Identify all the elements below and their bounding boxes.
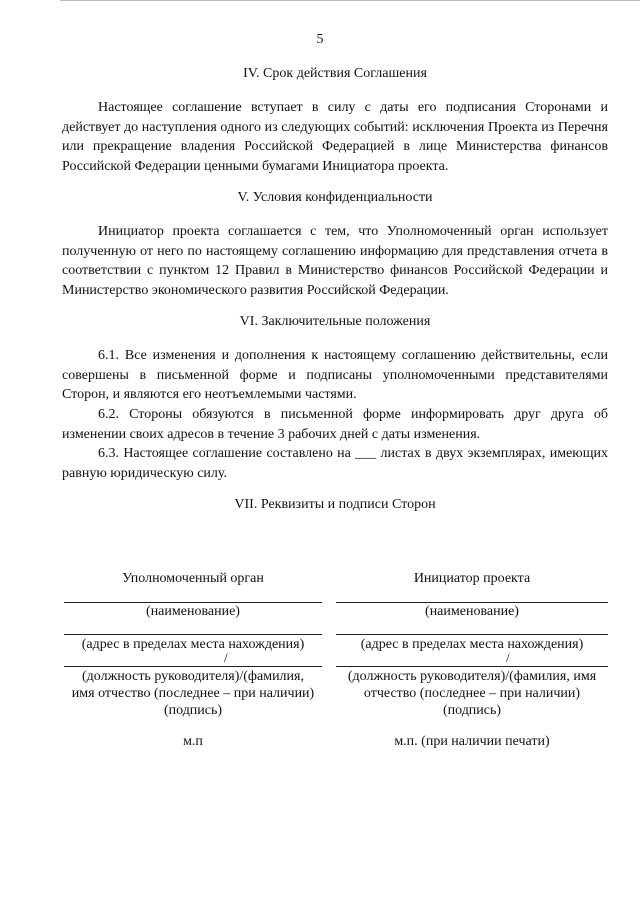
- left-party-title: Уполномоченный орган: [122, 571, 264, 586]
- section-6-paragraph-2: 6.2. Стороны обязуются в письменной форме информировать друг друга об изменении своих адресов в течение 3 рабочих дней с даты изменения.: [62, 407, 608, 442]
- right-address-caption: (адрес в пределах места нахождения): [360, 637, 584, 652]
- section-5-text: Инициатор проекта соглашается с тем, что Уполномоченный орган использует полученную от него по настоящему соглашению информацию для представления отчета в соответствии с пунктом 12 Правил в Министерство финансов Российской Федерации и Министерство экономического развития Российской Федерации.: [62, 224, 608, 298]
- left-signature-caption: (подпись): [163, 703, 223, 718]
- page-number: 5: [316, 32, 324, 47]
- left-address-caption: (адрес в пределах места нахождения): [81, 637, 305, 652]
- right-position-caption-2: отчество (последнее – при наличии): [363, 686, 581, 701]
- right-signature-slash: /: [506, 650, 510, 665]
- section-4-heading: IV. Срок действия Соглашения: [243, 66, 427, 81]
- section-7-heading: VII. Реквизиты и подписи Сторон: [234, 497, 436, 512]
- left-signature-line: [64, 666, 322, 667]
- section-6-paragraph-1: 6.1. Все изменения и дополнения к настоящему соглашению действительны, если совершены в письменной форме и подписаны уполномоченными представителями Сторон, и являются его неотъемлемыми частями.: [62, 348, 608, 402]
- right-signature-caption: (подпись): [442, 703, 502, 718]
- left-signature-slash: /: [224, 650, 228, 665]
- left-position-caption-2: имя отчество (последнее – при наличии): [71, 686, 315, 701]
- right-stamp-mark: м.п. (при наличии печати): [394, 734, 550, 749]
- left-name-caption: (наименование): [146, 604, 240, 619]
- right-name-caption: (наименование): [425, 604, 519, 619]
- right-position-caption-1: (должность руководителя)/(фамилия, имя: [347, 669, 597, 684]
- right-address-line: [336, 634, 608, 635]
- section-6-heading: VI. Заключительные положения: [239, 314, 431, 329]
- left-stamp-mark: м.п: [183, 734, 203, 749]
- section-4-text: Настоящее соглашение вступает в силу с даты его подписания Сторонами и действует до наступления одного из следующих событий: исключения Проекта из Перечня или прекращение владения Российской Федерацией в лице Министерства финансов Российской Федерации ценными бумагами Инициатора проекта.: [62, 100, 608, 174]
- right-signature-line: [336, 666, 608, 667]
- section-5-heading: V. Условия конфиденциальности: [237, 190, 433, 205]
- right-party-title: Инициатор проекта: [413, 571, 531, 586]
- page-edge: [60, 0, 640, 1]
- left-position-caption-1: (должность руководителя)/(фамилия,: [82, 669, 304, 684]
- left-address-line: [64, 634, 322, 635]
- section-6-paragraph-3: 6.3. Настоящее соглашение составлено на ___ листах в двух экземплярах, имеющих равную юридическую силу.: [62, 446, 608, 481]
